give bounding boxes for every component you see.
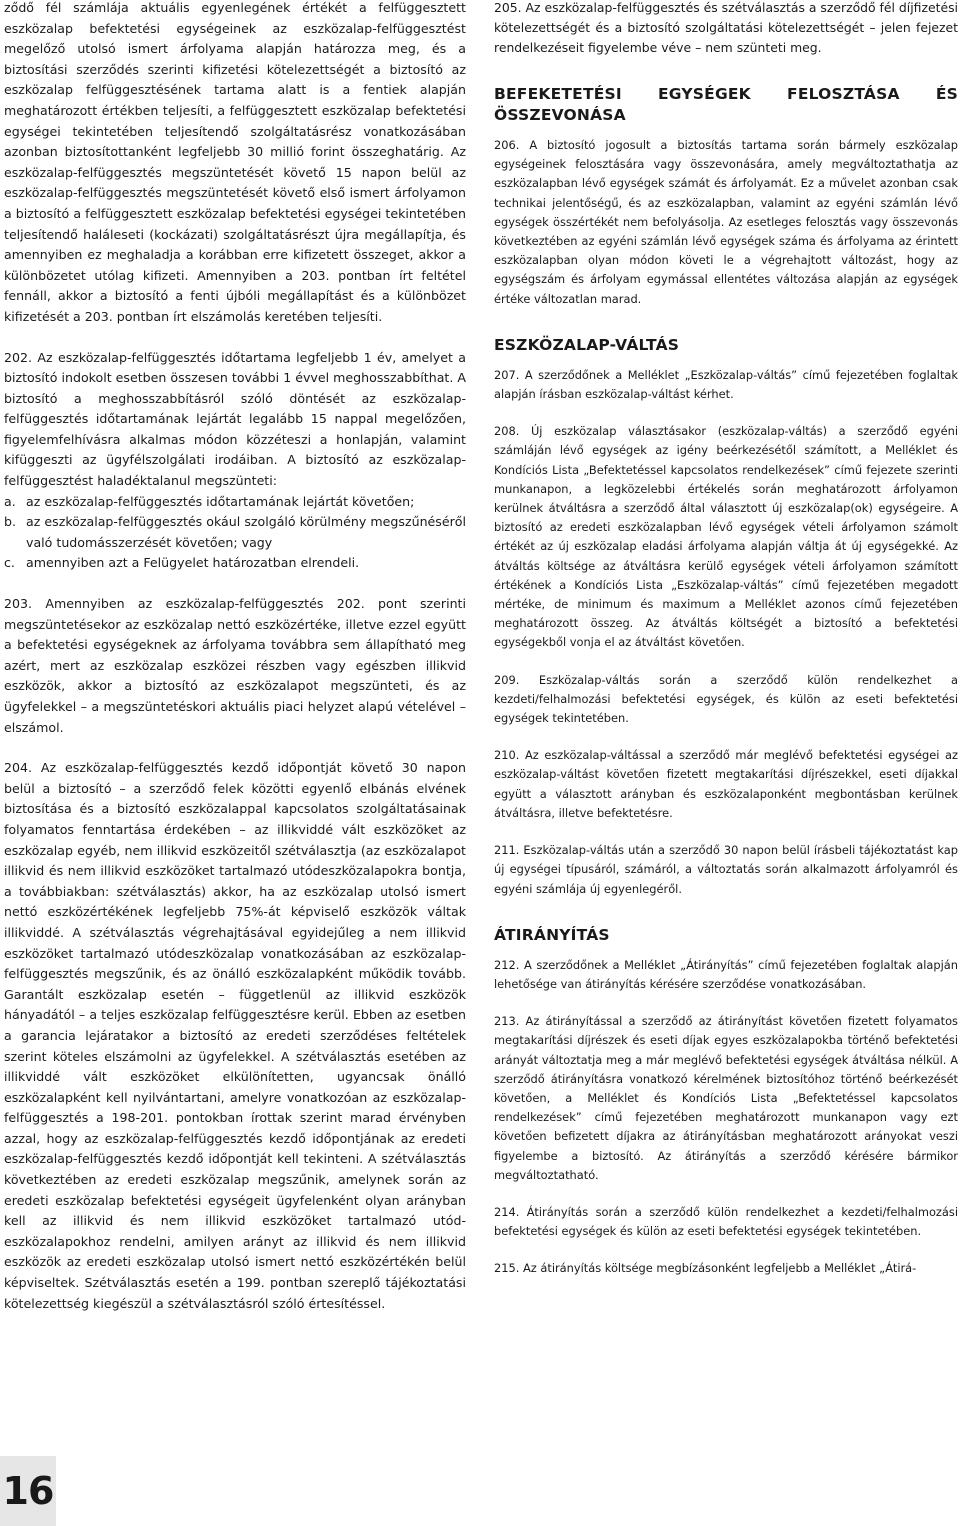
section-heading-eszkozalap-valtas: ESZKÖZALAP-VÁLTÁS <box>494 335 680 354</box>
paragraph-continued: ződő fél számlája aktuális egyenlegének értékét a felfüggesztett eszközalap befektetési egységeinek az eszközalap-felfüggesztést megelőző utolsó ismert árfolyama alapján határozza meg, és a biztosítási szerződés szerinti kifizetési kötelezettségét a biztosító az eszközalap felfüggesztésének tartama alatt is a fentiek alapján meghatározott értékben teljesíti, a felfüggesztett eszközalap befektetési egységei tekintetében teljesítendő szolgáltatásrész vonatkozásában azonban biztosítottanként legfeljebb 30 millió forint összeghatárig. Az eszközalap-felfüggesztés megszüntetését követő 15 napon belül az eszközalap-felfüggesztés megszüntetését követő első ismert árfolyamon a biztosító a felfüggesztett eszközalap befektetési egységei tekintetében teljesítendő haláleseti (kockázati) szolgáltatásrészt újra megállapítja, és amennyiben ez meghaladja a korábban erre kifizetett összeget, akkor a különbözetet utólag kifizeti. Amennyiben a 203. pontban írt feltétel fennáll, akkor a biztosító a fenti újbóli megállapítást és a különbözet kifizetését a 203. pontban írt elszámolás keretében teljesíti. <box>4 0 466 324</box>
paragraph-205: 205. Az eszközalap-felfüggesztés és szétválasztás a szerződő fél díjfizetési kötelezettségét és a biztosító szolgáltatási kötelezettségét – jelen fejezet rendelkezéseit figyelembe véve – nem szünteti meg. <box>494 0 958 55</box>
paragraph-214: 214. Átirányítás során a szerződő külön rendelkezhet a kezdeti/felhalmozási befektetési egységek és külön az eseti befektetési egységek tekintetében. <box>494 1204 958 1239</box>
paragraph-215: 215. Az átirányítás költsége megbízásonként legfeljebb a Melléklet „Átirá- <box>494 1261 917 1276</box>
section-heading-befektetesi: BEFEKETETÉSI EGYSÉGEK FELOSZTÁSA ÉS ÖSSZEVONÁSA <box>494 85 958 124</box>
left-column <box>4 0 466 1334</box>
paragraph-211: 211. Eszközalap-váltás után a szerződő 30 napon belül írásbeli tájékoztatást kap új egységei típusáról, számáról, a változtatás során alkalmazott árfolyamról és egyéni számlája új egyenlegéről. <box>494 843 958 896</box>
paragraph-212: 212. A szerződőnek a Melléklet „Átirányítás” című fejezetében foglaltak alapján lehetősége van átirányítás kérésére szerződése vonatkozásában. <box>494 957 958 991</box>
paragraph-203: 203. Amennyiben az eszközalap-felfüggesztés 202. pont szerinti megszüntetésekor az eszközalap nettó eszközértéke, illetve ezzel együtt a befektetési egységeknek az árfolyama továbbra sem állapítható meg azért, mert az eszközalap eszközei részben vagy egészben illikvid eszközök, akkor a biztosító az eszközalapot megszünteti, és az ügyfelekkel – a megszüntetéskori aktuális piaci helyzet alapú vételével – elszámol. <box>4 596 466 735</box>
paragraph-206: 206. A biztosító jogosult a biztosítás tartama során bármely eszközalap egységeinek felosztására vagy összevonására, amely megváltoztathatja az eszközalapban lévő egységek számát és árfolyamát. Ez a művelet azonban csak technikai jelentőségű, és az eszközalapban, valamint az egyéni számlán lévő egységek összértékét nem befolyásolja. Az esetleges felosztás vagy összevonás következtében az egyéni számlán lévő egységek száma és árfolyama az érintett eszközalapban olyan módon követi le a végrehajtott változást, hogy az egységszám és árfolyam egymással ellentétes változása alapján az egységek értéke változatlan marad. <box>494 138 958 306</box>
list-item: b. az eszközalap-felfüggesztés okául szolgáló körülmény megszűnéséről való tudomásszerzését követően; vagy <box>4 514 466 550</box>
paragraph-213: 213. Az átirányítással a szerződő az átirányítást követően fizetett folyamatos megtakarítási díjrészek és eseti díjak egyes eszközalapokba történő befektetési arányát változtatja meg a már meglévő befektetési egységek átváltása nélkül. A szerződő átirányításra vonatkozó kérelmének biztosítóhoz történő beérkezését követően, a Melléklet és Kondíciós Lista „Befektetéssel kapcsolatos rendelkezések” című fejezetében meghatározott munkanapon vagy ezt követően befizetett díjakra az átirányításban meghatározott arányokat veszi figyelembe a biztosító. Az átirányítás a szerződő kérésére bármikor megváltoztatható. <box>494 1014 958 1182</box>
paragraph-209: 209. Eszközalap-váltás során a szerződő külön rendelkezhet a kezdeti/felhalmozási befektetési egységek, és külön az eseti befektetési egységek tekintetében. <box>494 672 958 726</box>
right-column <box>494 0 958 1297</box>
termination-list <box>4 492 466 574</box>
paragraph-207: 207. A szerződőnek a Melléklet „Eszközalap-váltás” című fejezetében foglaltak alapján írásban eszközalap-váltást kérhet. <box>494 367 958 402</box>
paragraph-210: 210. Az eszközalap-váltással a szerződő már meglévő befektetési egységei az eszközalap-váltást követően fizetett megtakarítási díjrészekkel, eseti díjakkal együtt a választott arányban és eszközalaponként megbontásban kerülnek átváltásra, illetve befektetésre. <box>494 748 958 820</box>
page-number: 16 <box>0 1456 56 1526</box>
section-heading-atiranyitas: ÁTIRÁNYÍTÁS <box>494 925 610 944</box>
paragraph-202: 202. Az eszközalap-felfüggesztés időtartama legfeljebb 1 év, amelyet a biztosító indokolt esetben összesen további 1 évvel meghosszabbíthat. A biztosító a meghosszabbításról szóló döntését az eszközalap-felfüggesztés időtartamának lejártát legalább 15 nappal megelőzően, figyelemfelhívásra alkalmas módon közzéteszi a honlapján, valamint kifüggeszti az ügyfélszolgálati irodáiban. A biztosító az eszközalap-felfüggesztést haladéktalanul megszünteti: <box>4 349 466 489</box>
list-item: a. az eszközalap-felfüggesztés időtartamának lejártát követően; <box>4 493 415 509</box>
paragraph-204: 204. Az eszközalap-felfüggesztés kezdő időpontját követő 30 napon belül a biztosító – a szerződő felek közötti egyenlő elbánás elvének biztosítása és a biztosító eszközalappal kapcsolatos szolgáltatásainak folyamatos fenntartása érdekében – az illikviddé vált eszközöket az eszközalap egyéb, nem illikvid eszközeitől szétválasztja (az eszközalapot illikvid és nem illikvid eszközöket tartalmazó utódeszközalapokra bontja, a továbbiakban: szétválasztás) akkor, ha az eszközalap utolsó ismert nettó eszközértékének legfeljebb 75%-át képviselő eszközök váltak illikviddé. A szétválasztás végrehajtásával egyidejűleg a nem illikvid eszközöket tartalmazó utódeszközalap vonatkozásában az eszközalap-felfüggesztés megszűnik, és az önálló eszközalapként működik tovább. Garantált eszközalap esetén – függetlenül az illikvid eszközök hányadától – a teljes eszközalap felfüggesztésre kerül. Ebben az esetben a garancia lejáratakor a biztosító az eredeti szerződéses feltételek szerint köteles elszámolni az ügyfelekkel. A szétválasztás esetében az illikviddé vált eszközöket elkülönítetten, ugyancsak önálló eszközalapként kell nyilvántartani, amelyre vonatkozóan az eszközalap-felfüggesztés a 198-201. pontokban írottak szerint marad érvényben azzal, hogy az eszközalap-felfüggesztés kezdő időpontjának az eredeti eszközalap-felfüggesztés kezdő időpontját kell tekinteni. A szétválasztás következtében az eredeti eszközalap megszűnik, amelynek során az eredeti eszközalap befektetési egységeit ügyfelenként olyan arányban kell az illikvid és nem illikvid eszközöket tartalmazó utód-eszközalapokhoz rendelni, amilyen arányt az illikvid és nem illikvid eszközök az eredeti eszközalap utolsó ismert nettó eszközértékén belül képviseltek. Szétválasztás esetén a 199. pontban szereplő tájékoztatási kötelezettség kiegészül a szétválasztásról szóló értesítéssel. <box>4 760 466 1311</box>
paragraph-208: 208. Új eszközalap választásakor (eszközalap-váltás) a szerződő egyéni számláján lévő egységek az igény beérkezésétől számított, a Melléklet és Kondíciós Lista „Befektetéssel kapcsolatos rendelkezések” című fejezete szerinti munkanapon, a legközelebbi értékelés során meghatározott árfolyamon kerülnek átváltásra a szerződő által választott új eszközalap(ok) egységeire. A biztosító az eredeti eszközalapban lévő egységek vételi árfolyamon számolt értékét az új eszközalap eladási árfolyama alapján váltja át új egységekké. Az átváltás költsége az átváltásra kerülő egységek vételi árfolyamon számított értékének a Kondíciós Lista „Eszközalap-váltás” című fejezetében megadott mértéke, de minimum és maximum a Melléklet azonos című fejezetében meghatározott összeg. Az átváltás költségét a biztosító a befektetési egységekből vonja el az átváltást követően. <box>494 424 958 650</box>
list-item: c. amennyiben azt a Felügyelet határozatban elrendeli. <box>4 555 360 571</box>
